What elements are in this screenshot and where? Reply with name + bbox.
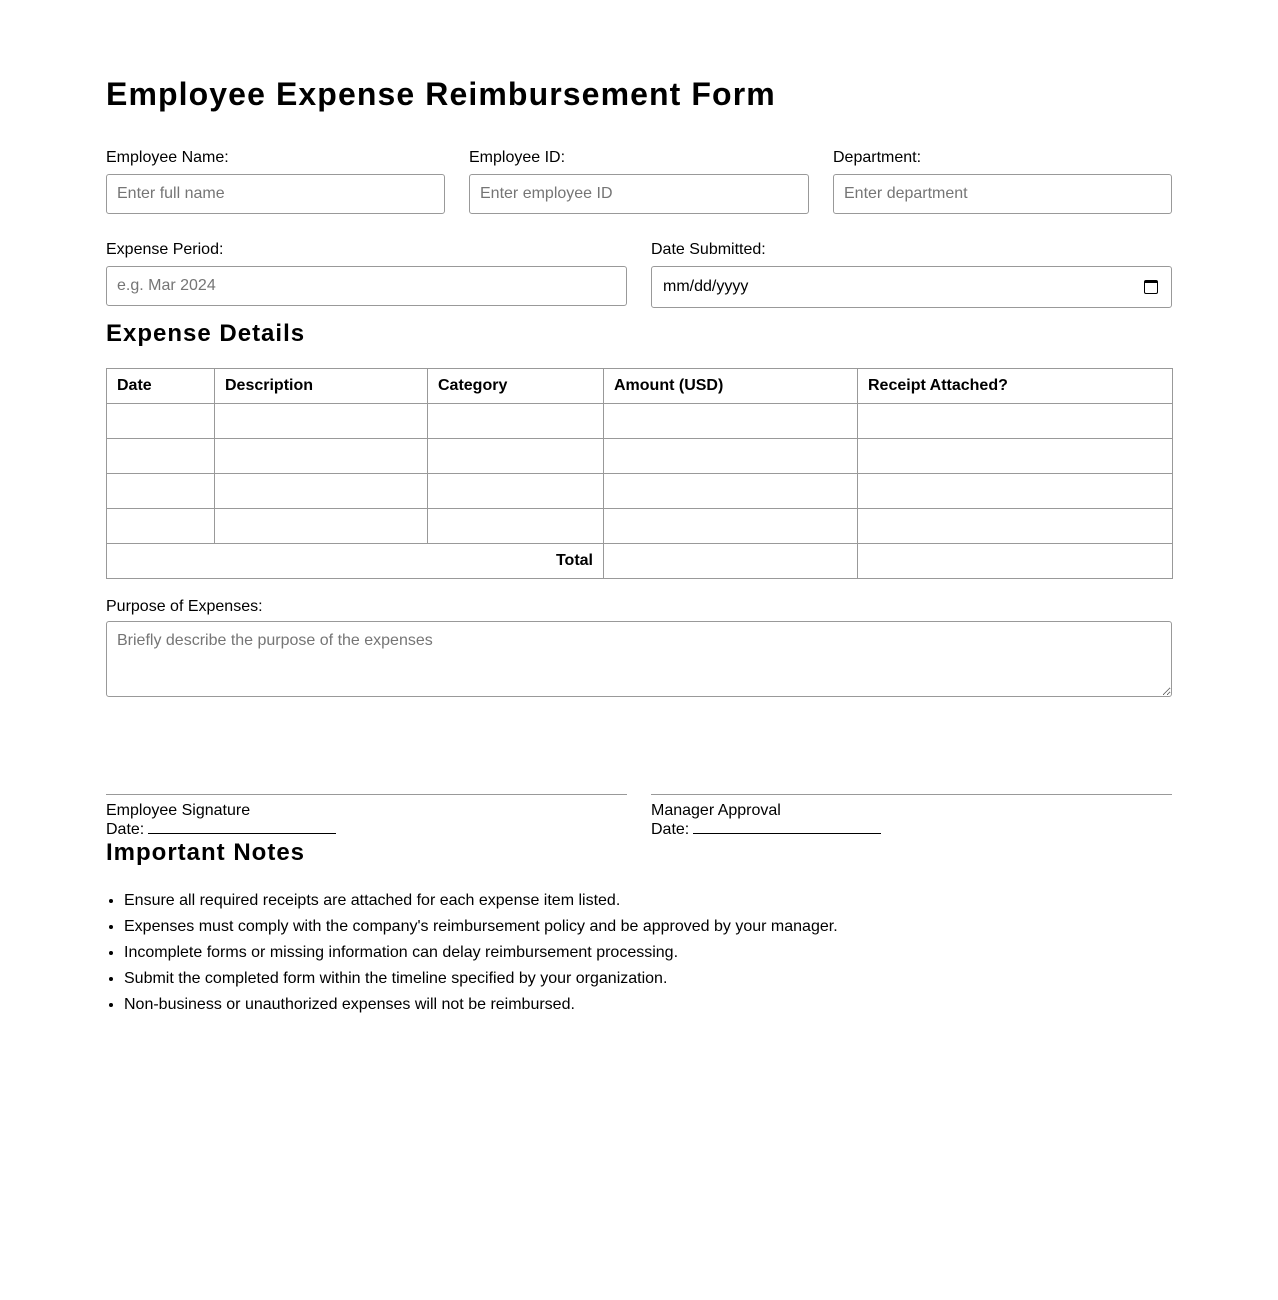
table-cell[interactable] [428,439,604,474]
list-item: • Non-business or unauthorized expenses will not be reimbursed. [124,992,838,1018]
date-submitted-label: Date Submitted: [651,241,766,258]
calendar-icon[interactable] [1144,280,1158,294]
purpose-textarea[interactable] [106,621,1172,697]
employee-name-field-group [106,149,445,167]
total-label: Total [107,544,604,579]
employee-signature-date [106,820,627,839]
employee-id-label: Employee ID: [469,149,566,166]
table-cell[interactable] [428,404,604,439]
column-header-amount: Amount (USD) [604,369,858,404]
table-cell[interactable] [107,404,215,439]
manager-approval-date [651,820,1172,839]
table-cell[interactable] [858,474,1173,509]
total-row [107,544,1173,579]
column-header-receipt: Receipt Attached? [858,369,1173,404]
table-cell[interactable] [604,509,858,544]
list-item: • Ensure all required receipts are attached for each expense item listed. [124,888,838,914]
employee-date-label: Date: [106,821,145,838]
table-cell[interactable] [215,439,428,474]
page-title: Employee Expense Reimbursement Form [106,76,776,112]
table-row [107,439,1173,474]
date-submitted-input[interactable] [651,266,1172,308]
table-cell[interactable] [215,474,428,509]
table-cell[interactable] [215,509,428,544]
department-label: Department: [833,149,922,166]
important-notes-heading: Important Notes [106,839,306,866]
total-receipt-cell[interactable] [858,544,1173,579]
table-cell[interactable] [858,509,1173,544]
table-cell[interactable] [107,474,215,509]
table-row [107,404,1173,439]
table-cell[interactable] [107,509,215,544]
total-amount-cell[interactable] [604,544,858,579]
column-header-description: Description [215,369,428,404]
purpose-label: Purpose of Expenses: [106,598,263,615]
employee-name-input[interactable] [106,174,445,214]
manager-date-line[interactable] [693,820,881,834]
employee-date-line[interactable] [148,820,336,834]
expense-details-heading: Expense Details [106,320,306,347]
important-notes-list [106,888,838,1018]
department-field-group [833,149,1172,167]
list-item: • Submit the completed form within the timeline specified by your organization. [124,966,838,992]
table-row [107,509,1173,544]
date-submitted-value: mm/dd/yyyy [663,278,749,295]
column-header-category: Category [428,369,604,404]
manager-date-label: Date: [651,821,690,838]
table-cell[interactable] [604,474,858,509]
list-item: • Expenses must comply with the company's reimbursement policy and be approved by your manager. [124,914,838,940]
employee-signature-title: Employee Signature [106,802,251,819]
expense-period-field-group [106,241,627,259]
employee-id-input[interactable] [469,174,809,214]
table-cell[interactable] [604,439,858,474]
expense-table [106,368,1173,579]
table-cell[interactable] [215,404,428,439]
date-submitted-field-group [651,241,1172,295]
column-header-date: Date [107,369,215,404]
employee-signature-block [106,794,627,839]
department-input[interactable] [833,174,1172,214]
table-cell[interactable] [107,439,215,474]
table-cell[interactable] [428,509,604,544]
manager-approval-title: Manager Approval [651,802,781,819]
table-cell[interactable] [428,474,604,509]
expense-period-input[interactable] [106,266,627,306]
table-cell[interactable] [858,404,1173,439]
employee-name-label: Employee Name: [106,149,229,166]
purpose-field-group [106,598,1172,616]
manager-approval-block [651,794,1172,839]
expense-period-label: Expense Period: [106,241,224,258]
table-cell[interactable] [858,439,1173,474]
table-cell[interactable] [604,404,858,439]
table-header-row [107,369,1173,404]
table-row [107,474,1173,509]
employee-id-field-group [469,149,809,167]
list-item: • Incomplete forms or missing information can delay reimbursement processing. [124,940,838,966]
